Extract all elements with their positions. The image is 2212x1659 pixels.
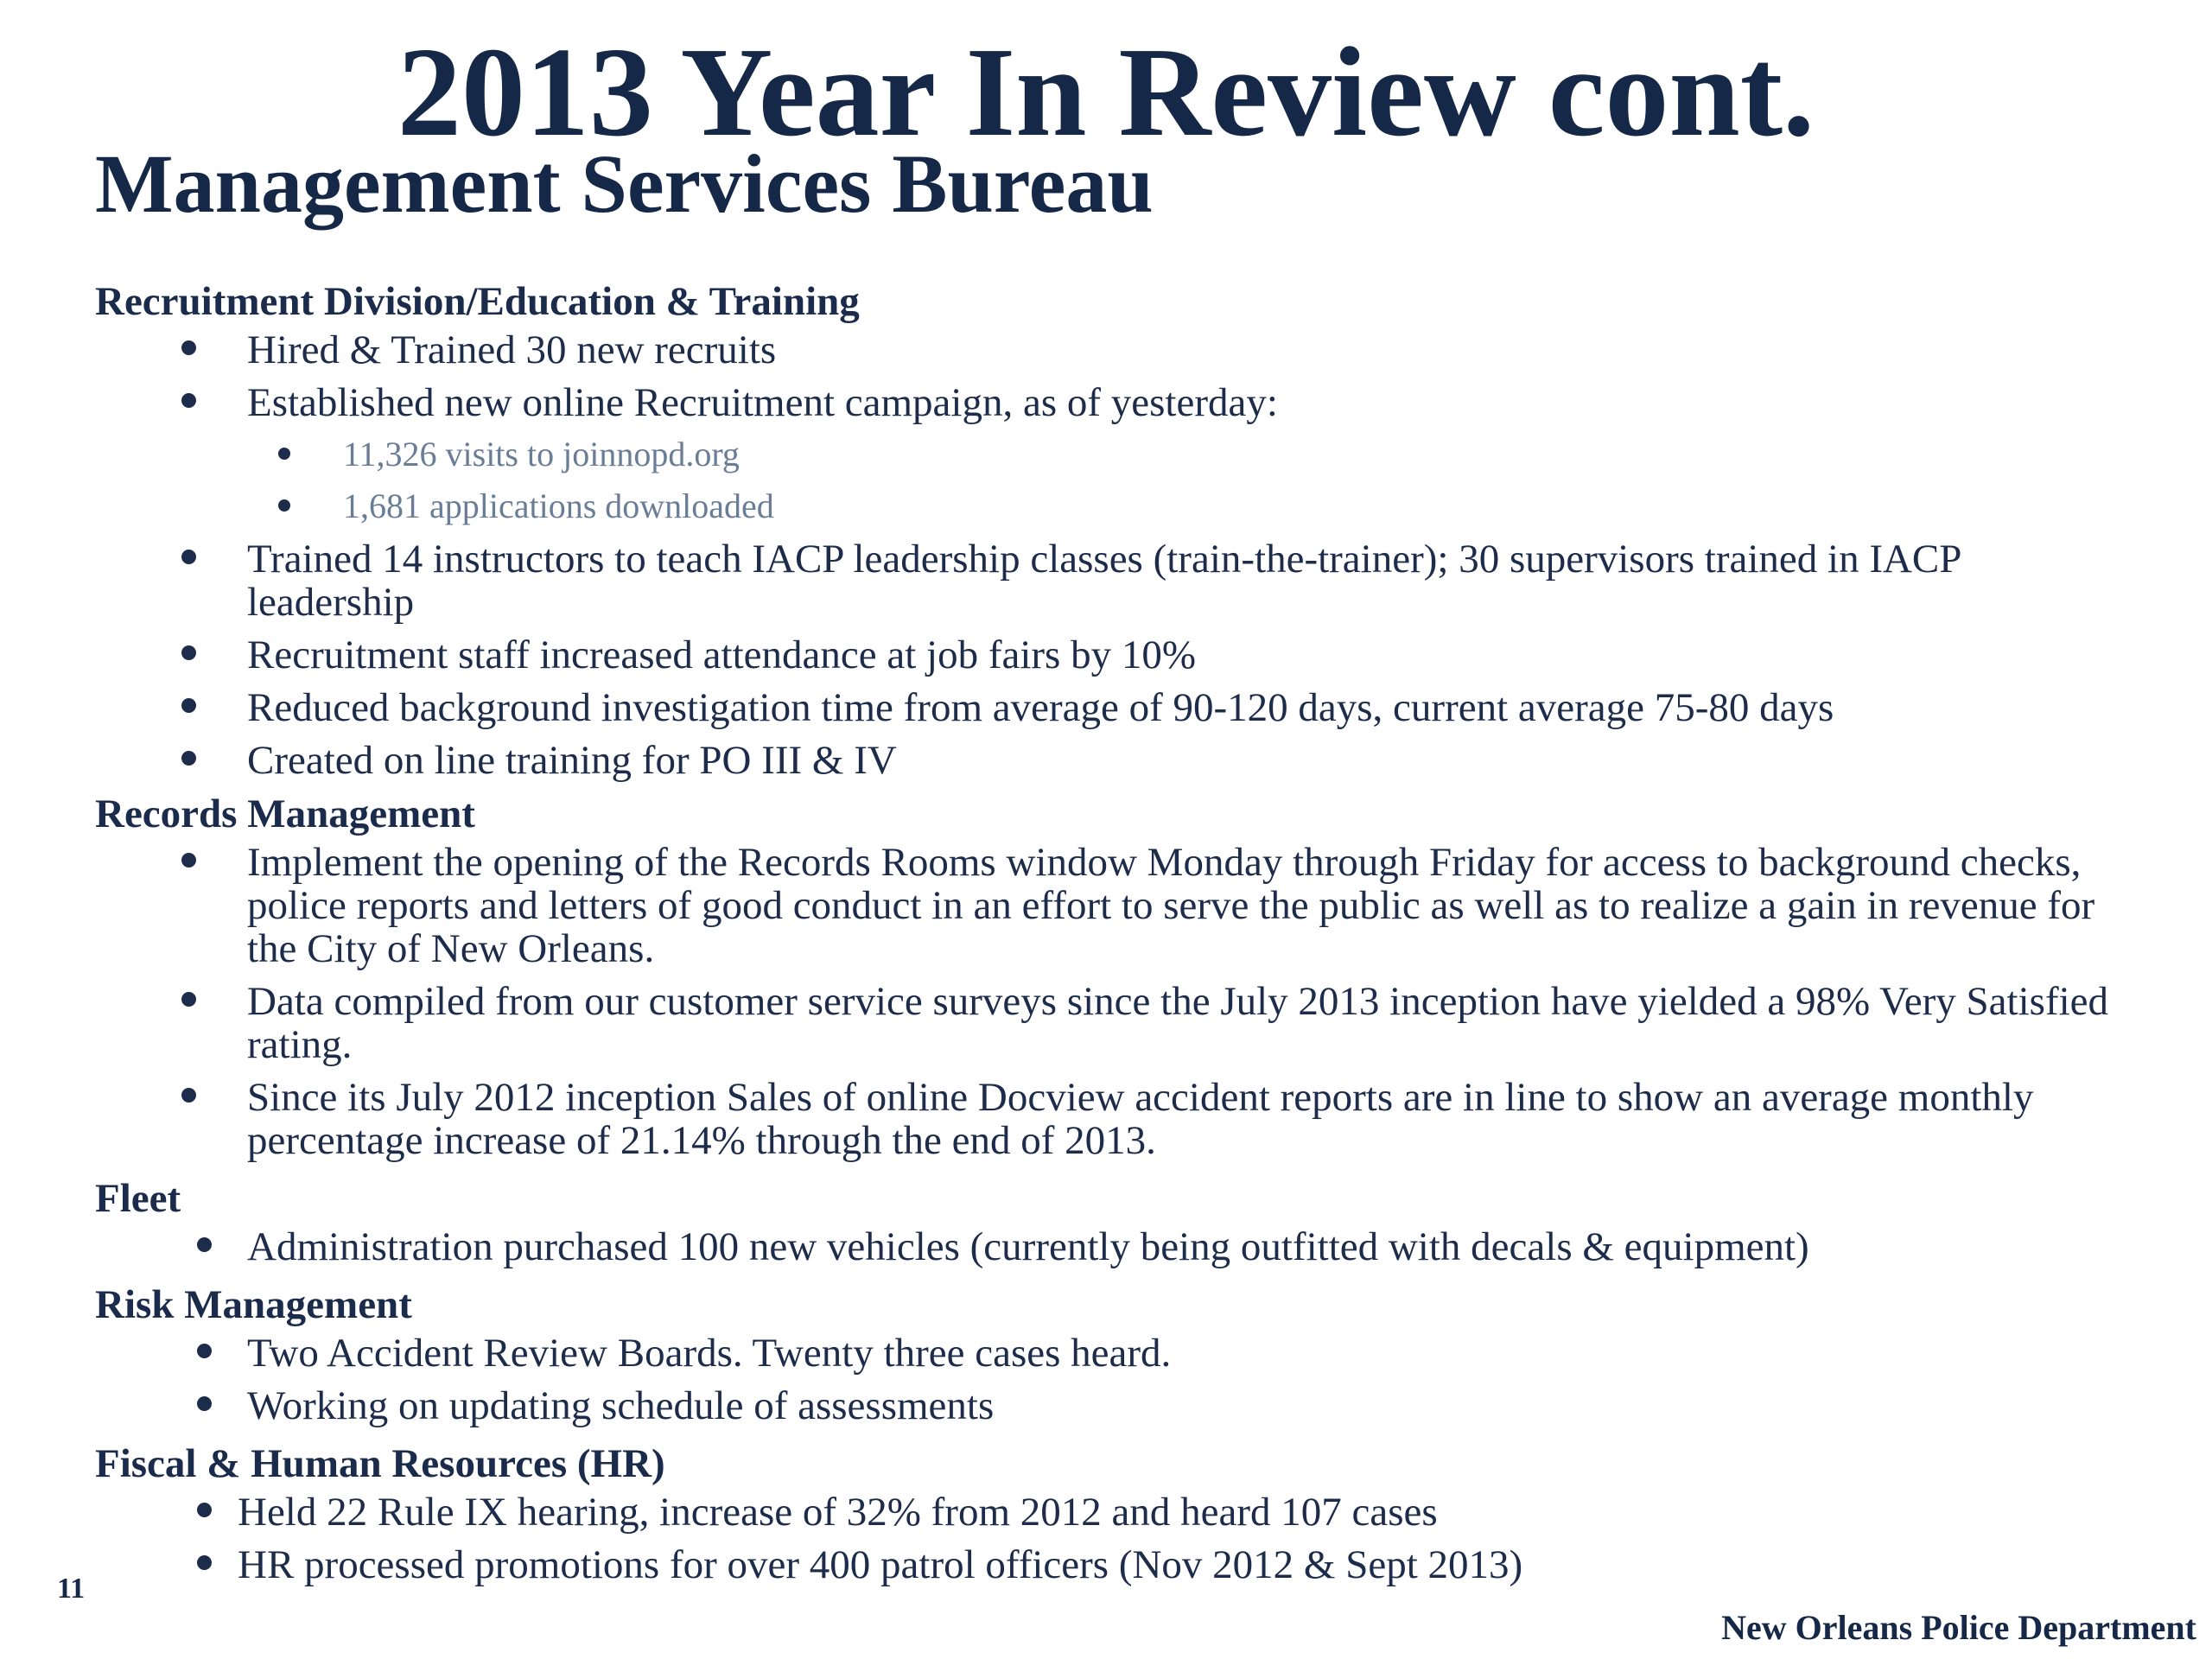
- list-item: [95, 980, 2108, 1066]
- section-heading-fiscal: Fiscal & Human Resources (HR): [95, 1441, 665, 1486]
- bullet-icon: [181, 1088, 196, 1103]
- bullet-icon: [197, 1503, 212, 1517]
- list-item-text: Implement the opening of the Records Rooms window Monday through Friday for access to background checks, police reports and letters of good conduct in an effort to serve the public as well as to realize a gain in revenue for the City of New Orleans.: [247, 840, 2095, 971]
- list-item-text: Trained 14 instructors to teach IACP leadership classes (train-the-trainer); 30 supervisors trained in IACP leadership: [247, 537, 1961, 625]
- slide-content: [95, 275, 2108, 1596]
- bullet-icon: [181, 853, 196, 868]
- list-item: [95, 686, 2108, 729]
- sub-list-item: [95, 486, 2108, 527]
- list-item-text: HR processed promotions for over 400 patrol officers (Nov 2012 & Sept 2013): [238, 1542, 1523, 1587]
- bullet-icon: [181, 393, 196, 408]
- bullet-icon: [181, 751, 196, 766]
- page-subtitle: Management Services Bureau: [95, 137, 1154, 230]
- list-item-text: Since its July 2012 inception Sales of online Docview accident reports are in line to show an average monthly percentage increase of 21.14% through the end of 2013.: [247, 1075, 2034, 1163]
- list-item: [95, 1543, 2108, 1586]
- page-title: 2013 Year In Review cont.: [397, 22, 1815, 163]
- list-item-text: Hired & Trained 30 new recruits: [247, 327, 777, 372]
- list-item-text: Recruitment staff increased attendance at job fairs by 10%: [247, 632, 1196, 677]
- list-item: [95, 739, 2108, 782]
- bullet-icon: [197, 1396, 212, 1411]
- list-item: [95, 537, 2108, 624]
- bullet-icon: [278, 448, 290, 460]
- list-item: [95, 841, 2108, 970]
- list-item-text: Reduced background investigation time from average of 90-120 days, current average 75-80 days: [247, 685, 1834, 730]
- list-item-text: Two Accident Review Boards. Twenty three cases heard.: [247, 1331, 1172, 1376]
- section-heading-records: Records Management: [95, 791, 475, 836]
- sub-list-item: [95, 434, 2108, 475]
- list-item-text: Administration purchased 100 new vehicles (currently being outfitted with decals & equipment): [247, 1224, 1809, 1269]
- list-item-text: Data compiled from our customer service surveys since the July 2013 inception have yielded a 98% Very Satisfied rating.: [247, 979, 2109, 1067]
- list-item: [95, 1384, 2108, 1427]
- list-item: [95, 381, 2108, 424]
- bullet-icon: [181, 550, 196, 564]
- bullet-icon: [181, 698, 196, 713]
- list-item: [95, 1225, 2108, 1268]
- list-item: [95, 1332, 2108, 1375]
- list-item-text: Created on line training for PO III & IV: [247, 738, 897, 783]
- bullet-icon: [197, 1344, 212, 1358]
- list-item: [95, 328, 2108, 372]
- list-item: [95, 633, 2108, 677]
- list-item: [95, 1076, 2108, 1162]
- bullet-icon: [181, 645, 196, 660]
- list-item-text: Established new online Recruitment campaign, as of yesterday:: [247, 380, 1278, 425]
- section-heading-recruitment: Recruitment Division/Education & Training: [95, 279, 860, 324]
- bullet-icon: [278, 499, 290, 512]
- section-heading-fleet: Fleet: [95, 1176, 181, 1221]
- footer-organization: New Orleans Police Department: [1721, 1608, 2196, 1647]
- list-item: [95, 1491, 2108, 1534]
- bullet-icon: [181, 992, 196, 1007]
- sub-list-item-text: 11,326 visits to joinnopd.org: [343, 435, 740, 474]
- bullet-icon: [197, 1555, 212, 1570]
- bullet-icon: [197, 1237, 212, 1252]
- bullet-icon: [181, 340, 196, 355]
- section-heading-risk: Risk Management: [95, 1282, 412, 1327]
- page-number: 11: [57, 1573, 86, 1605]
- list-item-text: Working on updating schedule of assessments: [247, 1383, 995, 1428]
- list-item-text: Held 22 Rule IX hearing, increase of 32% from 2012 and heard 107 cases: [238, 1490, 1438, 1535]
- sub-list-item-text: 1,681 applications downloaded: [343, 486, 774, 525]
